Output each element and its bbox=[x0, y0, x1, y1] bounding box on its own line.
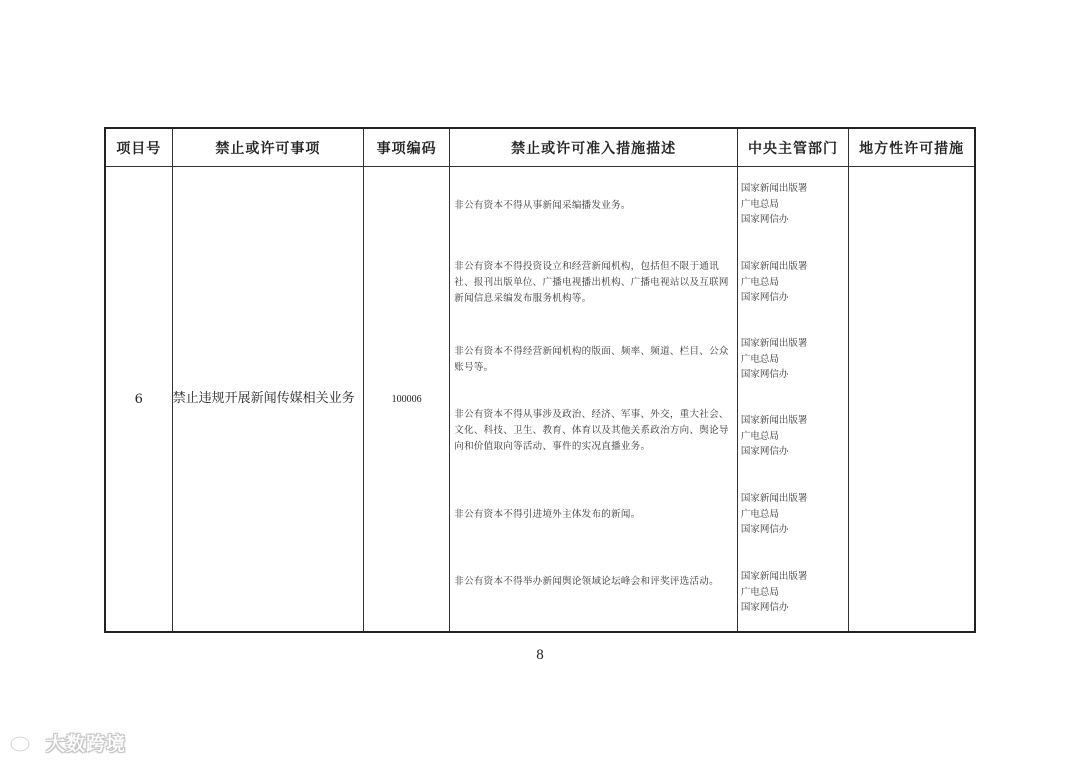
measure-description: 非公有资本不得从事涉及政治、经济、军事、外交，重大社会、文化、科技、卫生、教育、体育以及其他关系政治方向、舆论导向和价值取向等活动、事件的实况直播业务。 bbox=[454, 409, 729, 452]
department-name: 国家新闻出版署 bbox=[740, 415, 808, 426]
department-name: 广电总局 bbox=[740, 586, 779, 598]
header-item: 禁止或许可事项 bbox=[172, 128, 363, 167]
measure-description: 非公有资本不得举办新闻舆论领域论坛峰会和评奖评选活动。 bbox=[454, 576, 719, 587]
department-name: 广电总局 bbox=[740, 430, 779, 442]
watermark-text: 大数跨境 bbox=[46, 732, 127, 755]
department-name: 广电总局 bbox=[740, 276, 779, 288]
measure-description: 非公有资本不得引进境外主体发布的新闻。 bbox=[454, 509, 641, 520]
department-list bbox=[741, 569, 846, 616]
negative-list-table bbox=[104, 127, 976, 633]
department-name: 国家网信办 bbox=[740, 602, 789, 613]
table-header-row bbox=[105, 128, 975, 167]
local-measure-cell bbox=[849, 167, 975, 633]
department-name: 国家新闻出版署 bbox=[740, 571, 808, 582]
measure-description: 非公有资本不得从事新闻采编播发业务。 bbox=[454, 200, 631, 211]
department-name: 国家网信办 bbox=[740, 524, 789, 535]
department-name: 国家网信办 bbox=[740, 446, 789, 457]
watermark bbox=[8, 727, 126, 757]
department-list bbox=[741, 336, 846, 383]
header-local: 地方性许可措施 bbox=[849, 128, 975, 167]
description-cell bbox=[450, 167, 738, 633]
department-name: 国家网信办 bbox=[740, 214, 789, 225]
row-item: 禁止违规开展新闻传媒相关业务 bbox=[172, 167, 363, 633]
department-name: 广电总局 bbox=[740, 508, 779, 520]
department-name: 国家网信办 bbox=[740, 292, 789, 303]
row-number: 6 bbox=[105, 167, 172, 633]
table-row bbox=[105, 167, 975, 633]
measure-description: 非公有资本不得经营新闻机构的版面、频率、频道、栏目、公众账号等。 bbox=[454, 346, 729, 373]
header-description: 禁止或许可准入措施描述 bbox=[450, 128, 738, 167]
header-number: 项目号 bbox=[105, 128, 172, 167]
department-name: 国家新闻出版署 bbox=[740, 183, 808, 194]
department-name: 国家新闻出版署 bbox=[740, 338, 808, 349]
measure-description: 非公有资本不得投资设立和经营新闻机构，包括但不限于通讯社、报刊出版单位、广播电视播出机构、广播电视站以及互联网新闻信息采编发布服务机构等。 bbox=[454, 261, 729, 304]
department-name: 广电总局 bbox=[740, 353, 779, 365]
department-name: 广电总局 bbox=[740, 198, 779, 210]
department-name: 国家网信办 bbox=[740, 369, 789, 380]
weibo-like-logo-icon bbox=[8, 730, 42, 754]
page-number: 8 bbox=[536, 647, 544, 663]
department-name: 国家新闻出版署 bbox=[740, 261, 808, 272]
department-list bbox=[741, 181, 846, 228]
row-code: 100006 bbox=[364, 167, 450, 633]
department-list bbox=[741, 259, 846, 306]
department-list bbox=[741, 491, 846, 538]
header-code: 事项编码 bbox=[364, 128, 450, 167]
department-cell bbox=[737, 167, 848, 633]
department-list bbox=[741, 413, 846, 460]
department-name: 国家新闻出版署 bbox=[740, 493, 808, 504]
header-department: 中央主管部门 bbox=[737, 128, 848, 167]
